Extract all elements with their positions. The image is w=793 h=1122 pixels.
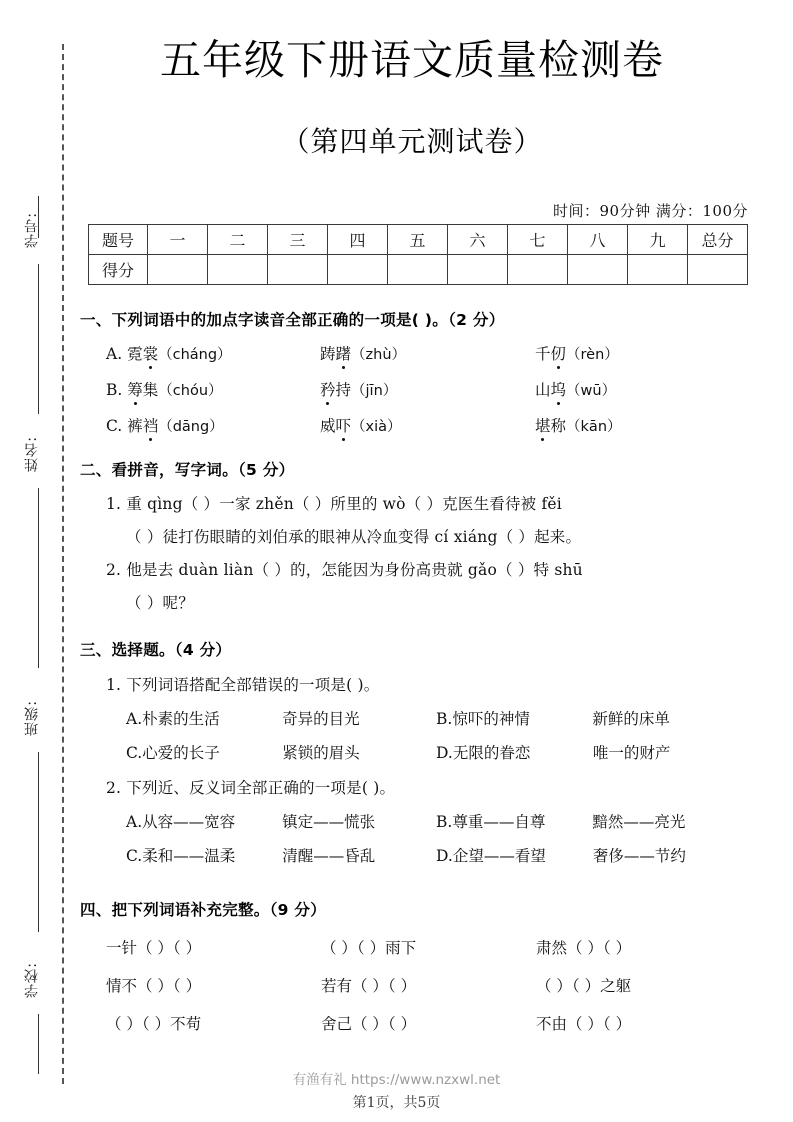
score-cell-2[interactable]: [208, 255, 268, 285]
idiom-row-2: [80, 974, 752, 996]
q2-d-label: D.: [436, 847, 453, 865]
idiom-3-2: 舍己（ ）（ ）: [321, 1015, 417, 1033]
option-b1-pinyin: （chóu）: [158, 383, 223, 399]
score-cell-8[interactable]: [568, 255, 628, 285]
info-rule-3: [38, 488, 39, 668]
option-b1-post: 集: [142, 381, 159, 399]
option-b-item-1: [80, 378, 320, 400]
option-row-c: [80, 414, 752, 436]
col-4: 四: [328, 225, 388, 255]
option-c3-pinyin: （kān）: [566, 419, 622, 435]
page-title: 五年级下册语文质量检测卷: [160, 36, 664, 84]
score-cell-5[interactable]: [388, 255, 448, 285]
section-one-heading: 一、下列词语中的加点字读音全部正确的一项是( )。（2 分）: [80, 311, 505, 329]
section-one: [80, 308, 752, 436]
score-cell-9[interactable]: [628, 255, 688, 285]
q2-d-text-1: 企望——看望: [452, 847, 546, 865]
option-b-label: B.: [106, 381, 123, 399]
q1-b-text-1: 惊吓的神情: [452, 710, 530, 728]
option-b3-pre: 山: [535, 381, 551, 399]
option-a-item-1: [80, 342, 320, 364]
option-c-item-2: [320, 414, 535, 436]
option-b2-post: 持: [335, 381, 352, 399]
section-two-line-4: （ ）呢？: [126, 594, 194, 612]
option-a2-pinyin: （zhù）: [351, 347, 407, 363]
q2-b-text-2: 黯然——亮光: [592, 813, 686, 831]
idiom-row-1: [80, 936, 752, 958]
section-three-heading: 三、选择题。（4 分）: [80, 641, 232, 659]
option-c2-pre: 威: [320, 417, 336, 435]
q1-d-text-1: 无限的眷恋: [452, 744, 531, 762]
q2-a-label: A.: [126, 813, 143, 831]
q2-b-label: B.: [436, 813, 453, 831]
col-8: 八: [568, 225, 628, 255]
option-c1-pre: 裤: [127, 417, 143, 435]
table-row-scores: [89, 255, 748, 285]
q2-a-text-2: 镇定——慌张: [282, 813, 376, 831]
q1-a-label: A.: [126, 710, 143, 728]
option-a-item-3: [535, 342, 735, 364]
idiom-3-3: 不由（ ）（ ）: [536, 1015, 632, 1033]
option-c2-pinyin: （xià）: [351, 419, 402, 435]
option-a-label: A.: [106, 345, 123, 363]
option-a3-pinyin: （rèn）: [566, 347, 619, 363]
option-b1-dotchar: 筹: [127, 378, 143, 400]
q2-option-c: [126, 844, 436, 866]
score-cell-7[interactable]: [508, 255, 568, 285]
score-cell-1[interactable]: [148, 255, 208, 285]
q1-option-a: [126, 707, 436, 729]
option-c-item-3: [535, 414, 735, 436]
q1-b-label: B.: [436, 710, 453, 728]
side-label-student-id: 学号:: [24, 212, 40, 248]
q1-option-c: [126, 741, 436, 763]
side-label-name: 姓名:: [24, 436, 40, 472]
section-four: [80, 898, 752, 1034]
idiom-1-2: （ ）（ ）雨下: [321, 939, 417, 957]
section-four-heading: 四、把下列词语补充完整。（9 分）: [80, 901, 327, 919]
idiom-2-1: 情不（ ）（ ）: [106, 977, 202, 995]
q1-c-text-1: 心爱的长子: [142, 744, 220, 762]
section-three-q1-row-cd: [80, 741, 752, 763]
section-two-line-3: 2. 他是去 duàn liàn（ ）的，怎能因为身份高贵就 gǎo（ ）特 shū: [106, 561, 583, 579]
option-row-a: [80, 342, 752, 364]
option-b2-pinyin: （jīn）: [351, 383, 398, 399]
col-1: 一: [148, 225, 208, 255]
q2-a-text-1: 从容——宽容: [142, 813, 236, 831]
col-5: 五: [388, 225, 448, 255]
student-info-strip: [0, 0, 62, 1122]
q2-option-a: [126, 810, 436, 832]
q2-c-text-1: 柔和——温柔: [142, 847, 236, 865]
option-c1-pinyin: （dāng）: [158, 419, 224, 435]
col-3: 三: [268, 225, 328, 255]
option-c-item-1: [80, 414, 320, 436]
q2-d-text-2: 奢侈——节约: [592, 847, 686, 865]
q1-option-b: [436, 707, 670, 729]
score-table: [88, 224, 748, 285]
option-a2-pre: 踌: [320, 345, 336, 363]
q2-option-d: [436, 844, 686, 866]
page-subtitle: （第四单元测试卷）: [281, 125, 543, 158]
col-7: 七: [508, 225, 568, 255]
option-c3-dotchar: 堪: [535, 414, 551, 436]
section-three-q2-row-ab: [80, 810, 752, 832]
exam-meta: 时间：90分钟 满分：100分: [553, 202, 748, 220]
option-a1-dotchar: 裳: [143, 342, 159, 364]
row-header-score: 得分: [89, 255, 148, 285]
idiom-2-2: 若有（ ）（ ）: [321, 977, 417, 995]
watermark: 有渔有礼 https://www.nzxwl.net: [292, 1072, 501, 1088]
option-b-item-2: [320, 378, 535, 400]
table-row-question-numbers: [89, 225, 748, 255]
col-2: 二: [208, 225, 268, 255]
section-two: [80, 458, 752, 613]
score-cell-3[interactable]: [268, 255, 328, 285]
idiom-1-1: 一针（ ）（ ）: [106, 939, 202, 957]
option-b3-pinyin: （wū）: [566, 383, 617, 399]
section-three-q2-stem: 2. 下列近、反义词全部正确的一项是( )。: [106, 779, 396, 797]
option-c1-dotchar: 裆: [143, 414, 159, 436]
option-a3-dotchar: 仞: [551, 342, 567, 364]
idiom-row-3: [80, 1012, 752, 1034]
option-a1-pinyin: （cháng）: [158, 347, 232, 363]
option-b-item-3: [535, 378, 735, 400]
q2-c-label: C.: [126, 847, 143, 865]
col-9: 九: [628, 225, 688, 255]
q1-b-text-2: 新鲜的床单: [592, 710, 670, 728]
side-label-school: 学校:: [24, 962, 40, 998]
section-three-q2-row-cd: [80, 844, 752, 866]
col-6: 六: [448, 225, 508, 255]
q2-option-b: [436, 810, 685, 832]
q1-c-text-2: 紧锁的眉头: [282, 744, 360, 762]
q2-c-text-2: 清醒——昏乱: [282, 847, 376, 865]
option-a1-pre: 霓: [127, 345, 143, 363]
page-number: 第1页，共5页: [352, 1095, 441, 1111]
option-c3-post: 称: [550, 417, 567, 435]
q1-option-d: [436, 741, 670, 763]
option-c-label: C.: [106, 417, 123, 435]
score-cell-total[interactable]: [688, 255, 748, 285]
side-label-class: 班级:: [24, 700, 40, 736]
row-header-question: 题号: [89, 225, 148, 255]
info-rule-2: [38, 264, 39, 414]
section-three: [80, 638, 752, 866]
q1-d-label: D.: [436, 744, 453, 762]
option-row-b: [80, 378, 752, 400]
section-two-line-1: 1. 重 qìng（ ）一家 zhěn（ ）所里的 wò（ ）克医生看待被 fěi: [106, 495, 562, 513]
option-a2-dotchar: 躇: [336, 342, 352, 364]
score-cell-4[interactable]: [328, 255, 388, 285]
info-rule-4: [38, 752, 39, 932]
q1-a-text-1: 朴素的生活: [142, 710, 220, 728]
section-two-line-2: （ ）徒打伤眼睛的刘伯承的眼神从冷血变得 cí xiáng（ ）起来。: [126, 528, 582, 546]
q1-c-label: C.: [126, 744, 143, 762]
option-b2-dotchar: 矜: [320, 378, 336, 400]
option-b3-dotchar: 坞: [551, 378, 567, 400]
info-rule-5: [38, 1014, 39, 1074]
idiom-1-3: 肃然（ ）（ ）: [536, 939, 632, 957]
option-a-item-2: [320, 342, 535, 364]
option-a3-pre: 千: [535, 345, 551, 363]
score-cell-6[interactable]: [448, 255, 508, 285]
q1-d-text-2: 唯一的财产: [592, 744, 671, 762]
section-two-heading: 二、看拼音，写字词。（5 分）: [80, 461, 295, 479]
col-total: 总分: [688, 225, 748, 255]
option-c2-dotchar: 吓: [336, 414, 352, 436]
section-three-q1-row-ab: [80, 707, 752, 729]
idiom-2-3: （ ）（ ）之躯: [536, 977, 632, 995]
idiom-3-1: （ ）（ ）不苟: [106, 1015, 202, 1033]
q1-a-text-2: 奇异的目光: [282, 710, 360, 728]
q2-b-text-1: 尊重——自尊: [452, 813, 546, 831]
section-three-q1-stem: 1. 下列词语搭配全部错误的一项是( )。: [106, 676, 380, 694]
binding-dashed-line: [62, 44, 64, 1084]
